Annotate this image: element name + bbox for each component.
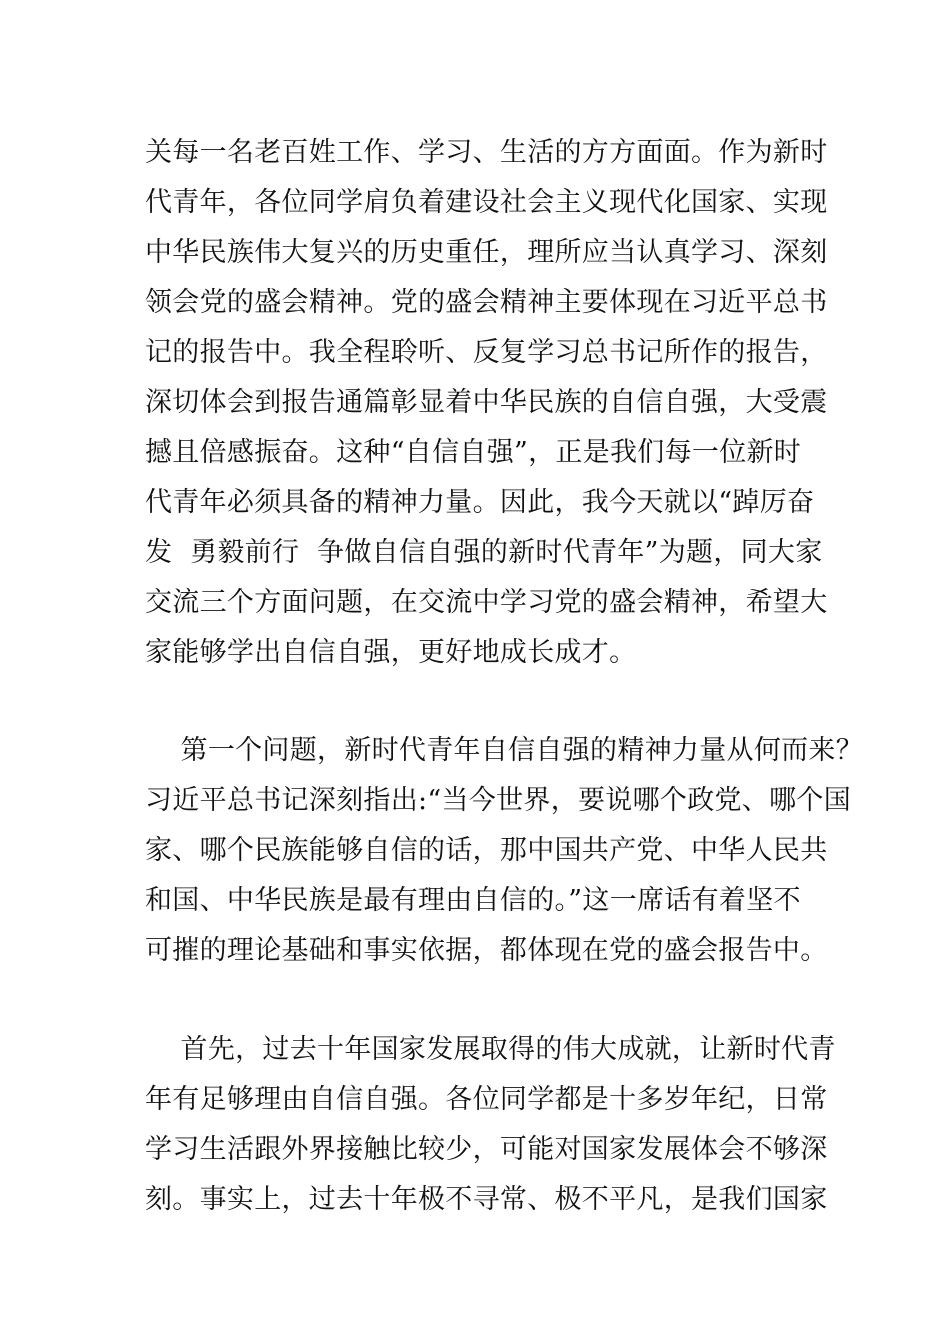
text-line: 发 勇毅前行 争做自信自强的新时代青年”为题，同大家 [145,537,823,568]
text-line: 年有足够理由自信自强。各位同学都是十多岁年纪，日常 [145,1084,828,1115]
paragraph-intro [145,128,828,678]
text-line: 第一个问题，新时代青年自信自强的精神力量从何而来？ [145,735,864,766]
text-line: 和国、中华民族是最有理由自信的。”这一席话有着坚不 [145,885,801,916]
text-line: 撼且倍感振奋。这种“自信自强”，正是我们每一位新时 [145,437,802,468]
text-line: 关每一名老百姓工作、学习、生活的方方面面。作为新时 [145,137,828,168]
paragraph-first-question [145,726,864,976]
text-line: 记的报告中。我全程聆听、反复学习总书记所作的报告， [145,337,828,368]
text-line: 家能够学出自信自强，更好地成长成才。 [145,637,637,668]
text-line: 习近平总书记深刻指出:“当今世界，要说哪个政党、哪个国 [145,785,851,816]
text-line: 首先，过去十年国家发展取得的伟大成就，让新时代青 [145,1034,836,1065]
text-line: 刻。事实上，过去十年极不寻常、极不平凡，是我们国家 [145,1184,828,1215]
text-line: 学习生活跟外界接触比较少，可能对国家发展体会不够深 [145,1134,828,1165]
text-line: 交流三个方面问题，在交流中学习党的盛会精神，希望大 [145,587,828,618]
text-line: 代青年，各位同学肩负着建设社会主义现代化国家、实现 [145,187,828,218]
paragraph-first-point [145,1025,836,1225]
text-line: 中华民族伟大复兴的历史重任，理所应当认真学习、深刻 [145,237,828,268]
text-line: 领会党的盛会精神。党的盛会精神主要体现在习近平总书 [145,287,828,318]
text-line: 代青年必须具备的精神力量。因此，我今天就以“踔厉奋 [145,487,815,518]
text-line: 可摧的理论基础和事实依据，都体现在党的盛会报告中。 [145,935,828,966]
text-line: 家、哪个民族能够自信的话，那中国共产党、中华人民共 [145,835,828,866]
text-line: 深切体会到报告通篇彰显着中华民族的自信自强，大受震 [145,387,828,418]
